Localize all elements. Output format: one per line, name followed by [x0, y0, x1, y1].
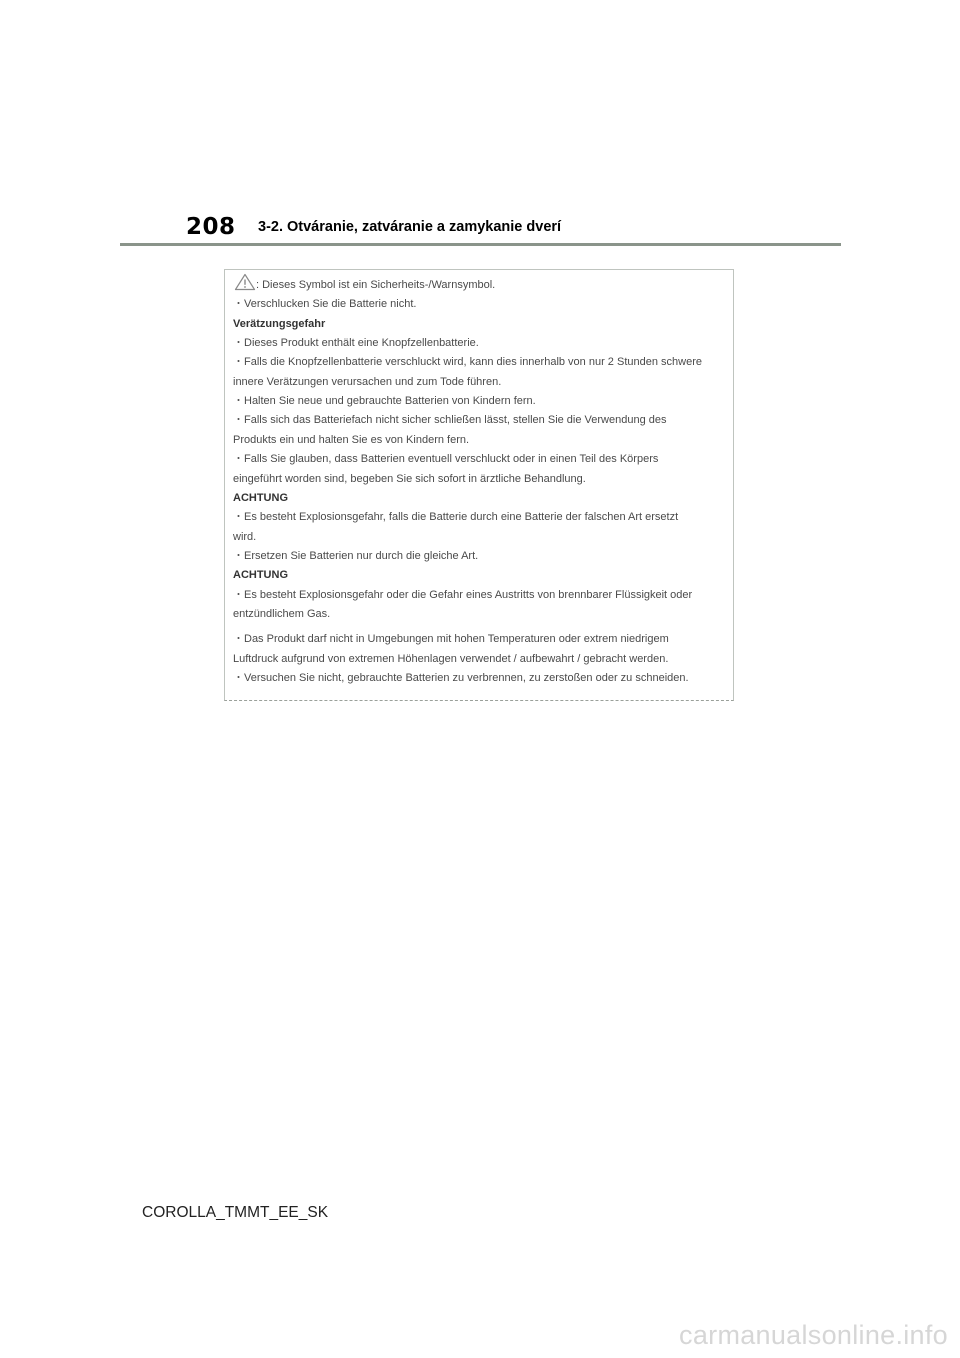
warning-line: innere Verätzungen verursachen und zum Tode führen. — [233, 376, 502, 388]
warning-line: wird. — [233, 531, 257, 543]
document-code: COROLLA_TMMT_EE_SK — [142, 1204, 329, 1221]
warning-line: ・Falls Sie glauben, dass Batterien eventuell verschluckt oder in einen Teil des Körpers — [233, 453, 659, 465]
warning-line: ・Falls sich das Batteriefach nicht sicher schließen lässt, stellen Sie die Verwendung des — [233, 414, 667, 426]
warning-heading: ACHTUNG — [233, 569, 288, 581]
page-number: 208 — [186, 214, 236, 240]
warning-line: eingeführt worden sind, begeben Sie sich sofort in ärztliche Behandlung. — [233, 473, 586, 485]
warning-line: Luftdruck aufgrund von extremen Höhenlagen verwendet / aufbewahrt / gebracht werden. — [233, 653, 669, 665]
header-divider — [120, 243, 841, 246]
section-title: 3-2. Otváranie, zatváranie a zamykanie dverí — [258, 219, 562, 235]
warning-line: ・Das Produkt darf nicht in Umgebungen mit hohen Temperaturen oder extrem niedrigem — [233, 633, 669, 645]
watermark: carmanualsonline.info — [679, 1320, 948, 1350]
warning-line: ・Versuchen Sie nicht, gebrauchte Batterien zu verbrennen, zu zerstoßen oder zu schneiden. — [233, 672, 689, 684]
warning-line: ・Ersetzen Sie Batterien nur durch die gleiche Art. — [233, 550, 479, 562]
warning-line: ・Falls die Knopfzellenbatterie verschluckt wird, kann dies innerhalb von nur 2 Stunden schwere — [233, 356, 702, 368]
warning-line: entzündlichem Gas. — [233, 608, 331, 620]
symbol-caption: : Dieses Symbol ist ein Sicherheits-/Warnsymbol. — [256, 279, 496, 291]
warning-heading: ACHTUNG — [233, 492, 288, 504]
warning-line: Produkts ein und halten Sie es von Kindern fern. — [233, 434, 470, 446]
warning-line: ・Halten Sie neue und gebrauchte Batterien von Kindern fern. — [233, 395, 536, 407]
warning-heading: Verätzungsgefahr — [233, 318, 326, 330]
warning-line: ・Es besteht Explosionsgefahr oder die Gefahr eines Austritts von brennbarer Flüssigkeit oder — [233, 589, 693, 601]
warning-line: ・Es besteht Explosionsgefahr, falls die Batterie durch eine Batterie der falschen Art ersetzt — [233, 511, 679, 523]
warning-line: ・Dieses Produkt enthält eine Knopfzellenbatterie. — [233, 337, 479, 349]
warning-triangle-icon — [234, 273, 256, 291]
warning-line: ・Verschlucken Sie die Batterie nicht. — [233, 298, 417, 310]
